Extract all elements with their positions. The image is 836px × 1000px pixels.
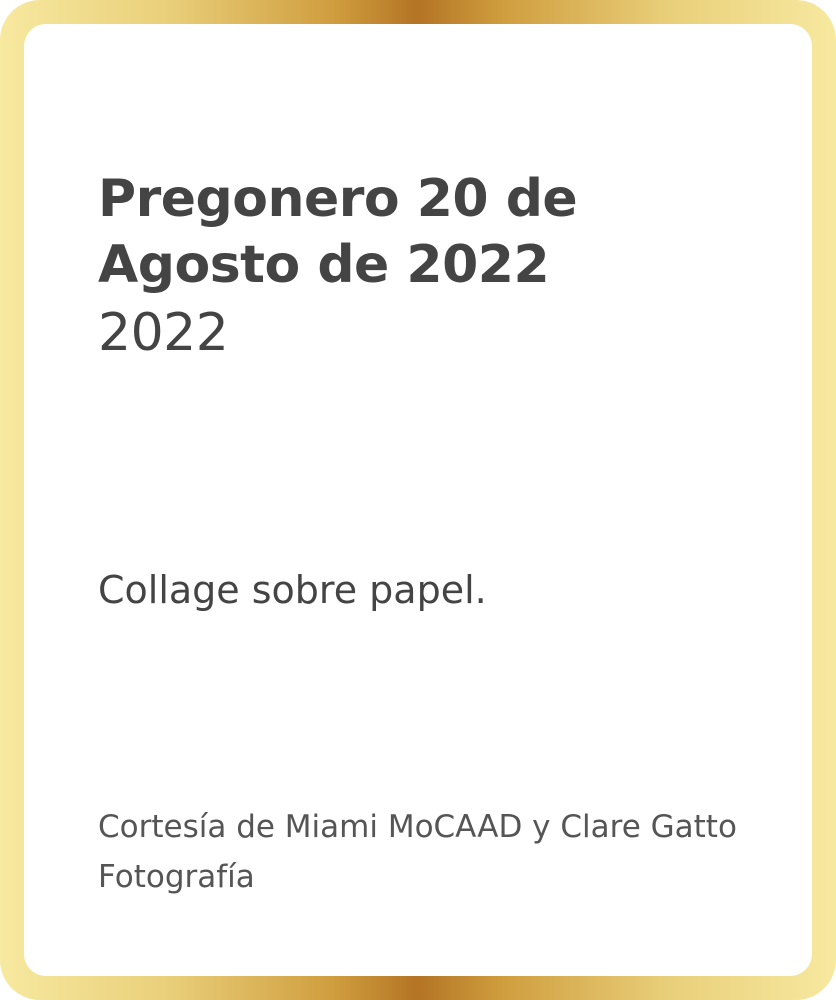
artwork-title: Pregonero 20 de Agosto de 2022 xyxy=(98,169,578,295)
artwork-credit: Cortesía de Miami MoCAAD y Clare Gatto Fotografía xyxy=(98,809,737,895)
artwork-label-card xyxy=(24,24,812,976)
artwork-medium: Collage sobre papel. xyxy=(98,568,487,612)
artwork-year: 2022 xyxy=(98,303,229,363)
